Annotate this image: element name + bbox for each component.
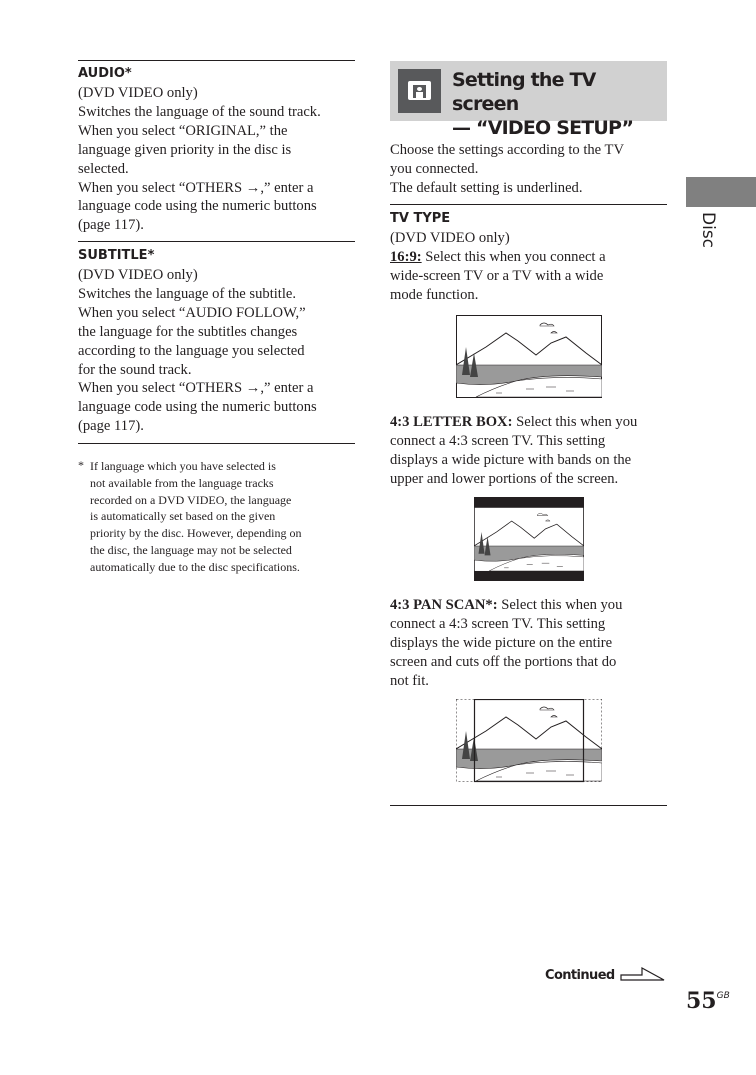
option-label: 4:3 PAN SCAN*:: [390, 597, 498, 613]
text-line: automatically due to the disc specifications.: [90, 559, 300, 574]
subtitle-section: [78, 248, 358, 436]
text-line: (DVD VIDEO only): [78, 85, 198, 101]
text-line: When you select “ORIGINAL,” the: [78, 122, 288, 139]
text-line: according to the language you selected: [78, 342, 305, 359]
text-line: not fit.: [390, 672, 429, 689]
text-line: (page 117).: [78, 418, 144, 435]
continued-label: Continued: [545, 968, 615, 983]
tv-type-heading: TV TYPE: [390, 211, 451, 226]
tv-type-section: [390, 211, 670, 305]
tv-screen-icon: [398, 69, 441, 113]
footnote-mark: *: [78, 458, 84, 472]
text-line: language given priority in the disc is: [78, 141, 292, 158]
divider: [390, 204, 667, 205]
text-line: displays a wide picture with bands on the: [390, 451, 632, 468]
tv-type-note: (DVD VIDEO only): [390, 230, 510, 246]
continued-arrow-icon: [620, 965, 668, 983]
intro-text: [390, 141, 670, 198]
text-line: Switches the language of the sound track.: [78, 103, 321, 120]
audio-heading: AUDIO*: [78, 66, 132, 81]
divider: [78, 443, 355, 444]
audio-section: [78, 66, 358, 235]
subtitle-body: [78, 266, 358, 436]
text-line: When you select “OTHERS →,” enter a: [78, 380, 314, 397]
text-line: When you select “AUDIO FOLLOW,”: [78, 304, 306, 321]
text-line: (DVD VIDEO only): [78, 267, 198, 283]
text-line: upper and lower portions of the screen.: [390, 470, 619, 487]
text-line: recorded on a DVD VIDEO, the language: [90, 492, 292, 507]
text-line: is automatically set based on the given: [90, 509, 276, 524]
divider: [78, 60, 355, 61]
option-label: 4:3 LETTER BOX:: [390, 414, 513, 430]
text-line: The default setting is underlined.: [390, 179, 583, 196]
text-line: When you select “OTHERS →,” enter a: [78, 179, 314, 196]
text-line: 16:9: Select this when you connect a: [390, 248, 606, 265]
text-line: Switches the language of the subtitle.: [78, 285, 297, 302]
text-line: screen and cuts off the portions that do: [390, 653, 617, 670]
page-number: $55^{GB}$: [686, 988, 730, 1014]
wide-tv-illustration: [456, 315, 602, 398]
footnote-text: [90, 458, 365, 576]
letterbox-illustration: [474, 497, 584, 581]
option-16-9: [390, 248, 670, 305]
text-line: If language which you have selected is: [90, 459, 276, 473]
section-header: [390, 61, 667, 139]
text-line: 4:3 LETTER BOX: Select this when you: [390, 414, 638, 430]
text-line: displays the wide picture on the entire: [390, 634, 613, 651]
divider: [78, 241, 355, 242]
header-subtitle: — “VIDEO SETUP”: [452, 117, 634, 139]
divider: [390, 805, 667, 806]
text-line: language code using the numeric buttons: [78, 198, 317, 215]
text-line: connect a 4:3 screen TV. This setting: [390, 432, 606, 449]
text-line: (page 117).: [78, 217, 144, 234]
option-letterbox: [390, 413, 670, 489]
panscan-illustration: [456, 699, 602, 783]
text-line: wide-screen TV or a TV with a wide: [390, 267, 604, 284]
audio-body: [78, 84, 358, 235]
header-title: Setting the TV screen: [452, 69, 596, 115]
text-line: selected.: [78, 160, 129, 177]
text-line: mode function.: [390, 286, 479, 303]
text-line: for the sound track.: [78, 361, 192, 378]
text-line: the disc, the language may not be selected: [90, 542, 292, 557]
subtitle-heading: SUBTITLE*: [78, 248, 155, 263]
text-line: 4:3 PAN SCAN*: Select this when you: [390, 597, 623, 613]
chapter-label: Disc: [698, 212, 718, 249]
text-line: not available from the language tracks: [90, 475, 274, 490]
text-line: the language for the subtitles changes: [78, 323, 298, 340]
text-line: priority by the disc. However, depending on: [90, 526, 302, 541]
option-label: 16:9:: [390, 248, 422, 265]
chapter-tab: [686, 177, 756, 207]
text-line: you connected.: [390, 160, 479, 177]
text-line: language code using the numeric buttons: [78, 399, 317, 416]
text-line: connect a 4:3 screen TV. This setting: [390, 615, 606, 632]
option-panscan: [390, 596, 670, 691]
text-line: Choose the settings according to the TV: [390, 142, 624, 158]
